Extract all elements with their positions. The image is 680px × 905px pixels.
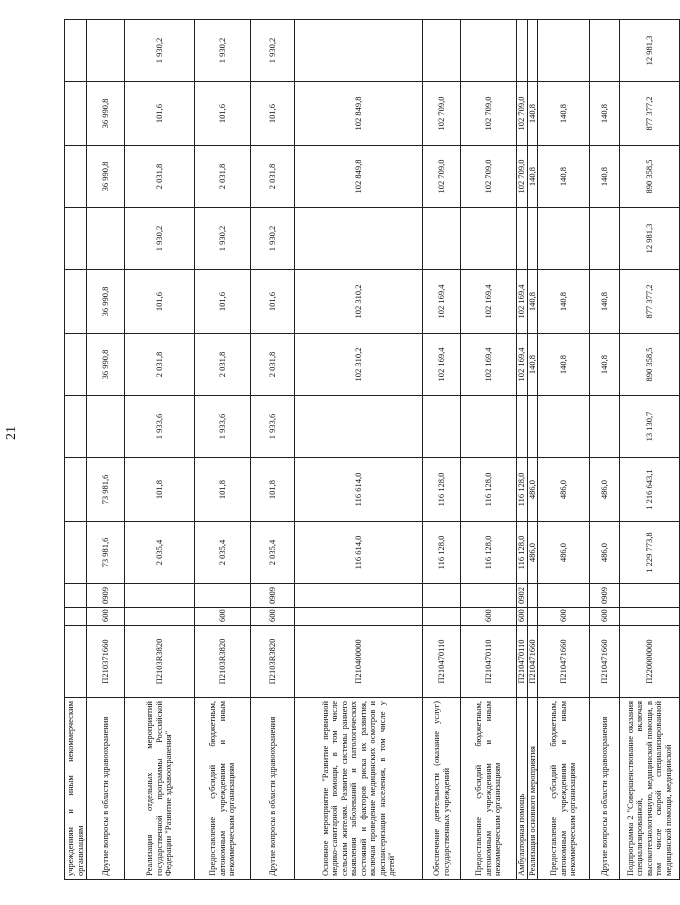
value-cell: 102 310,2 [295,270,423,334]
value-cell: 1 930,2 [251,208,295,270]
value-cell [65,146,87,208]
value-cell: 1 933,6 [195,396,251,458]
target-article-cell: П210371660 [87,626,125,698]
value-cell [590,208,620,270]
value-cell: 102 709,0 [461,146,517,208]
value-cell [295,208,423,270]
value-cell: 116 614,0 [295,522,423,584]
value-cell: 140,8 [527,334,538,396]
target-article-cell: П210470110 [517,626,528,698]
row-name-cell: Другие вопросы в области здравоохранения [590,698,620,880]
value-cell: 73 981,6 [87,522,125,584]
value-cell: 102 310,2 [295,334,423,396]
expense-type-cell [423,608,461,626]
value-cell: 36 990,8 [87,270,125,334]
value-cell: 12 981,3 [620,208,680,270]
expense-type-cell: 600 [87,608,125,626]
value-cell: 36 990,8 [87,146,125,208]
expense-type-cell [125,608,195,626]
table-row [125,20,195,880]
value-cell [65,396,87,458]
value-cell [65,82,87,146]
value-cell [527,20,538,82]
row-name-cell: Другие вопросы в области здравоохранения [251,698,295,880]
row-name-cell: учреждениям и иным некоммерческим организациям [65,698,87,880]
section-code-cell [461,584,517,608]
value-cell [87,396,125,458]
value-cell [295,396,423,458]
value-cell: 2 035,4 [195,522,251,584]
value-cell: 2 035,4 [125,522,195,584]
row-name-cell: Предоставление субсидий бюджетным, автономным учреждениям и иным некоммерческим организациям [461,698,517,880]
value-cell [65,522,87,584]
value-cell [65,458,87,522]
expense-type-cell [620,608,680,626]
value-cell: 36 990,8 [87,82,125,146]
target-article-cell: П210471660 [590,626,620,698]
value-cell: 877 377,2 [620,82,680,146]
table-row [65,20,87,880]
target-article-cell: П220000000 [620,626,680,698]
target-article-cell: П210470110 [461,626,517,698]
value-cell: 102 169,4 [423,270,461,334]
value-cell: 890 358,5 [620,334,680,396]
value-cell: 102 169,4 [517,270,528,334]
value-cell: 140,8 [527,270,538,334]
value-cell: 101,6 [195,82,251,146]
value-cell: 2 031,8 [195,334,251,396]
value-cell [527,208,538,270]
value-cell [461,396,517,458]
expense-type-cell: 600 [538,608,590,626]
value-cell [517,396,528,458]
value-cell: 1 930,2 [195,20,251,82]
value-cell [538,20,590,82]
value-cell: 101,6 [125,82,195,146]
section-code-cell [538,584,590,608]
target-article-cell [65,626,87,698]
value-cell [423,396,461,458]
value-cell: 2 035,4 [251,522,295,584]
table-row [461,20,517,880]
expense-type-cell: 600 [251,608,295,626]
expense-type-cell [295,608,423,626]
value-cell [295,20,423,82]
value-cell: 877 377,2 [620,270,680,334]
value-cell: 140,8 [590,82,620,146]
value-cell: 486,0 [538,458,590,522]
row-name-cell: Предоставление субсидий бюджетным, автономным учреждениям и иным некоммерческим организациям [538,698,590,880]
page-number: 21 [4,426,19,440]
value-cell [461,20,517,82]
value-cell: 486,0 [590,522,620,584]
value-cell: 102 849,8 [295,146,423,208]
value-cell: 102 169,4 [423,334,461,396]
table-row [590,20,620,880]
value-cell: 486,0 [527,522,538,584]
section-code-cell: 0909 [590,584,620,608]
table-row [251,20,295,880]
table-row [87,20,125,880]
value-cell: 116 128,0 [517,522,528,584]
value-cell: 2 031,8 [251,146,295,208]
value-cell: 2 031,8 [195,146,251,208]
value-cell [65,208,87,270]
table-row [423,20,461,880]
value-cell: 1 930,2 [125,20,195,82]
value-cell: 102 709,0 [423,146,461,208]
value-cell: 101,6 [251,270,295,334]
value-cell [590,20,620,82]
value-cell: 1 229 773,8 [620,522,680,584]
value-cell: 140,8 [527,82,538,146]
section-code-cell: 0909 [87,584,125,608]
expense-type-cell: 600 [195,608,251,626]
target-article-cell: П210470110 [423,626,461,698]
value-cell: 102 709,0 [517,82,528,146]
row-name-cell: Основное мероприятие "Развитие первичной медико-санитарной помощи, в том числе сельским жителям. Развитие системы раннего выявления заболеваний и патологических состояний и факторов риска их развития, включая проведение медицинских осмотров и диспансеризации населения, в том числе у детей" [295,698,423,880]
value-cell: 486,0 [538,522,590,584]
target-article-cell: П2103R3820 [251,626,295,698]
table-row [538,20,590,880]
target-article-cell: П210400000 [295,626,423,698]
section-code-cell: 0902 [517,584,528,608]
value-cell: 140,8 [527,146,538,208]
value-cell: 102 849,8 [295,82,423,146]
value-cell [65,270,87,334]
value-cell: 116 128,0 [423,458,461,522]
target-article-cell: П210471660 [527,626,538,698]
table-row [195,20,251,880]
value-cell: 102 169,4 [517,334,528,396]
value-cell: 1 930,2 [195,208,251,270]
value-cell: 101,6 [195,270,251,334]
value-cell: 890 358,5 [620,146,680,208]
value-cell [87,208,125,270]
table-row [295,20,423,880]
value-cell: 101,8 [125,458,195,522]
value-cell: 140,8 [538,82,590,146]
value-cell: 2 031,8 [125,146,195,208]
expense-type-cell [527,608,538,626]
expense-type-cell [65,608,87,626]
value-cell: 102 709,0 [517,146,528,208]
section-code-cell [527,584,538,608]
value-cell: 1 933,6 [125,396,195,458]
table-row [517,20,528,880]
value-cell: 1 930,2 [125,208,195,270]
value-cell [517,20,528,82]
row-name-cell: Другие вопросы в области здравоохранения [87,698,125,880]
table-row [527,20,538,880]
value-cell: 116 128,0 [461,522,517,584]
row-name-cell: Реализация отдельных мероприятий государственной программы Российской Федерации "Развитие здравоохранения" [125,698,195,880]
section-code-cell [620,584,680,608]
value-cell: 140,8 [590,270,620,334]
value-cell [538,396,590,458]
target-article-cell: П210471660 [538,626,590,698]
value-cell: 1 930,2 [251,20,295,82]
value-cell [517,208,528,270]
value-cell: 12 981,3 [620,20,680,82]
section-code-cell [65,584,87,608]
value-cell: 116 128,0 [517,458,528,522]
value-cell: 1 216 643,1 [620,458,680,522]
section-code-cell [423,584,461,608]
value-cell: 101,8 [251,458,295,522]
section-code-cell [195,584,251,608]
row-name-cell: Подпрограмма 2 "Совершенствование оказания специализированной, включая высокотехнологичную, медицинской помощи, в том числе скорой специализированной медицинской помощи, медицинской [620,698,680,880]
value-cell: 13 130,7 [620,396,680,458]
value-cell [423,208,461,270]
value-cell: 73 981,6 [87,458,125,522]
value-cell [65,334,87,396]
value-cell: 486,0 [590,458,620,522]
value-cell [538,208,590,270]
value-cell: 116 614,0 [295,458,423,522]
value-cell: 102 709,0 [423,82,461,146]
value-cell: 116 128,0 [423,522,461,584]
value-cell: 140,8 [590,146,620,208]
section-code-cell [125,584,195,608]
value-cell [527,396,538,458]
value-cell: 140,8 [538,270,590,334]
target-article-cell: П2103R3820 [195,626,251,698]
value-cell [590,396,620,458]
value-cell: 2 031,8 [125,334,195,396]
row-name-cell: Реализация основного мероприятия [527,698,538,880]
expense-type-cell: 600 [461,608,517,626]
section-code-cell [295,584,423,608]
value-cell: 140,8 [538,334,590,396]
value-cell: 140,8 [590,334,620,396]
value-cell [461,208,517,270]
table-body [65,20,680,880]
value-cell [423,20,461,82]
value-cell: 486,0 [527,458,538,522]
value-cell: 140,8 [538,146,590,208]
value-cell: 116 128,0 [461,458,517,522]
value-cell: 36 990,8 [87,334,125,396]
section-code-cell: 0909 [251,584,295,608]
rotated-table-container [64,20,673,880]
expense-type-cell: 600 [590,608,620,626]
value-cell [65,20,87,82]
expense-type-cell: 600 [517,608,528,626]
value-cell [87,20,125,82]
target-article-cell: П2103R3820 [125,626,195,698]
value-cell: 102 169,4 [461,270,517,334]
row-name-cell: Амбулаторная помощь [517,698,528,880]
row-name-cell: Обеспечение деятельности (оказание услуг) государственных учреждений [423,698,461,880]
value-cell: 102 169,4 [461,334,517,396]
value-cell: 2 031,8 [251,334,295,396]
budget-table [64,19,680,880]
table-row [620,20,680,880]
row-name-cell: Предоставление субсидий бюджетным, автономным учреждениям и иным некоммерческим организациям [195,698,251,880]
value-cell: 101,6 [251,82,295,146]
value-cell: 101,6 [125,270,195,334]
value-cell: 101,8 [195,458,251,522]
value-cell: 1 933,6 [251,396,295,458]
value-cell: 102 709,0 [461,82,517,146]
